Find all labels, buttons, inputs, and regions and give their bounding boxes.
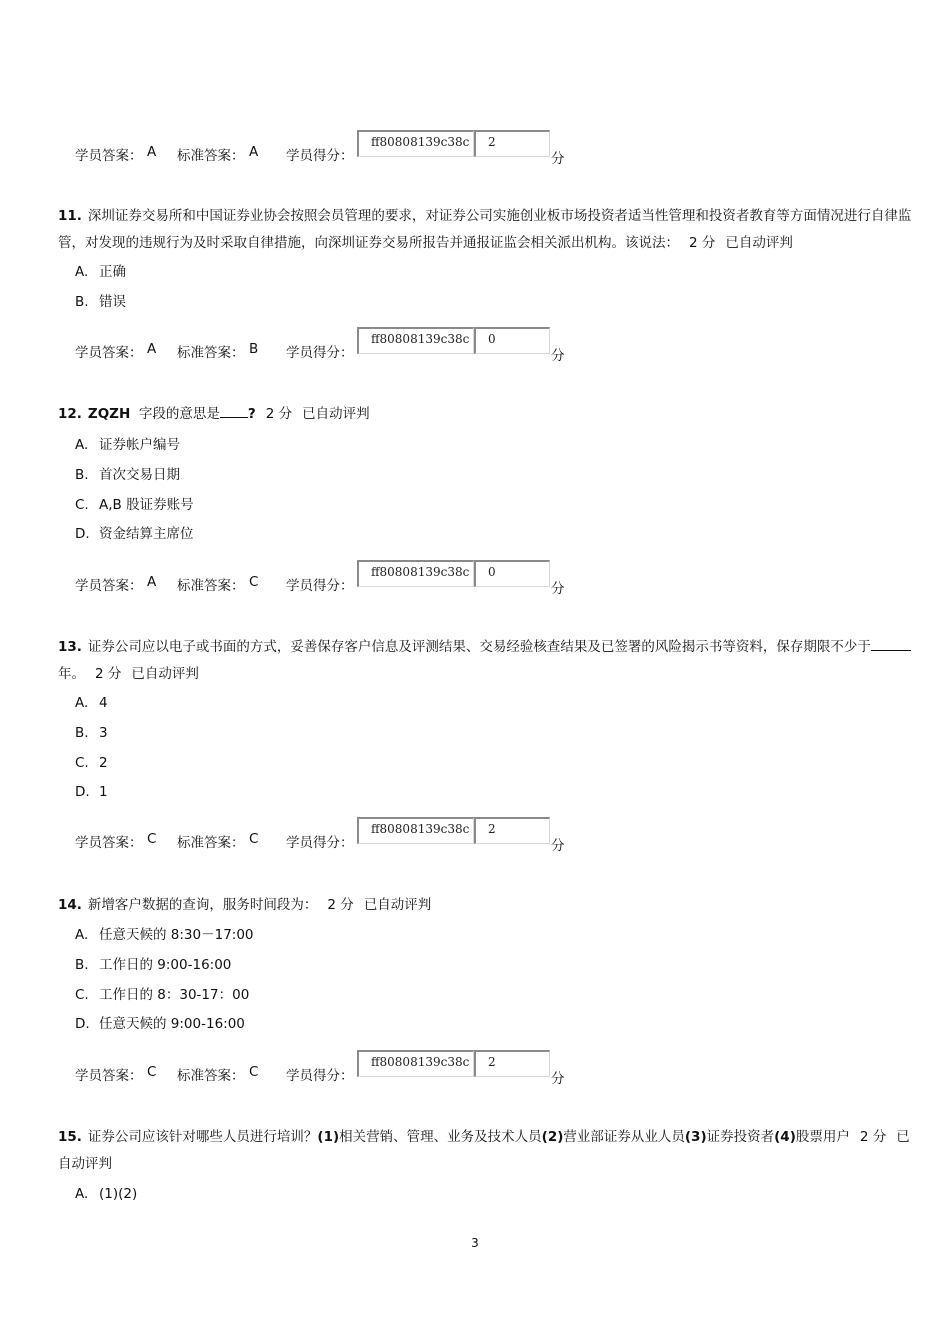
question-11 (58, 203, 918, 257)
standard-answer-label: 标准答案： (177, 1068, 245, 1084)
score-input[interactable]: 0 (474, 327, 550, 354)
student-score-label: 学员得分： (286, 835, 354, 851)
question-number: 15. (58, 1129, 82, 1145)
score-input[interactable]: 2 (474, 1050, 550, 1077)
question-points: 2 分 (327, 897, 354, 913)
score-input[interactable]: 2 (474, 817, 550, 844)
student-score-label: 学员得分： (286, 578, 354, 594)
option-text: (1)(2) (99, 1186, 138, 1202)
option-letter: A. (75, 695, 89, 711)
student-answer-value: A (147, 144, 157, 160)
judged-status: 已自动评判 (58, 1129, 910, 1172)
question-text-end: 年。 (58, 666, 85, 682)
question-text: 证券公司应以电子或书面的方式，妥善保存客户信息及评测结果、交易经验核查结果及已签署的风险揭示书等资料，保存期限不少于 (87, 639, 871, 655)
answer-row-q13 (75, 817, 675, 854)
student-score-label: 学员得分： (286, 148, 354, 164)
score-unit: 分 (551, 838, 565, 854)
question-field-code: ZQZH (87, 406, 131, 422)
record-id-field[interactable]: ff80808139c38c (357, 817, 474, 844)
option-a[interactable] (75, 435, 180, 455)
question-text: 深圳证券交易所和中国证券业协会按照会员管理的要求，对证券公司实施创业板市场投资者适当性管理和投资者教育等方面情况进行自律监管，对发现的违规行为及时采取自律措施，向深圳证券交易所报告并通报证监会相关派出机构。该说法： (58, 208, 912, 251)
option-text: 首次交易日期 (99, 467, 180, 483)
option-b[interactable] (75, 465, 180, 485)
option-text: 工作日的 8：30-17：00 (99, 987, 250, 1003)
item-marker-1: (1) (317, 1129, 340, 1145)
option-a[interactable] (75, 1184, 137, 1204)
score-unit: 分 (551, 581, 565, 597)
student-answer-value: A (147, 341, 157, 357)
standard-answer-label: 标准答案： (177, 148, 245, 164)
answer-blank (220, 405, 248, 418)
standard-answer-value: C (249, 574, 259, 590)
answer-row-q11 (75, 327, 675, 364)
option-text: 错误 (99, 294, 126, 310)
option-text: 工作日的 9:00-16:00 (99, 957, 232, 973)
student-answer-label: 学员答案： (75, 345, 143, 361)
standard-answer-label: 标准答案： (177, 835, 245, 851)
standard-answer-value: A (249, 144, 259, 160)
student-answer-label: 学员答案： (75, 578, 143, 594)
question-number: 12. (58, 406, 82, 422)
standard-answer-value: C (249, 831, 259, 847)
question-13 (58, 634, 918, 688)
option-letter: A. (75, 437, 89, 453)
answer-row-q14 (75, 1050, 675, 1087)
score-input[interactable]: 2 (474, 130, 550, 157)
question-number: 14. (58, 897, 82, 913)
option-letter: A. (75, 927, 89, 943)
standard-answer-label: 标准答案： (177, 345, 245, 361)
option-letter: C. (75, 497, 89, 513)
answer-blank (871, 638, 911, 651)
judged-status: 已自动评判 (302, 406, 370, 422)
student-answer-value: C (147, 1064, 157, 1080)
student-answer-value: C (147, 831, 157, 847)
score-unit: 分 (551, 348, 565, 364)
item-text-1: 相关营销、管理、业务及技术人员 (339, 1129, 542, 1145)
option-letter: D. (75, 526, 90, 542)
option-letter: D. (75, 784, 90, 800)
option-d[interactable] (75, 524, 194, 544)
option-c[interactable] (75, 495, 194, 515)
answer-row-q10 (75, 130, 675, 167)
option-letter: C. (75, 755, 89, 771)
student-score-label: 学员得分： (286, 1068, 354, 1084)
judged-status: 已自动评判 (725, 235, 793, 251)
student-answer-label: 学员答案： (75, 835, 143, 851)
score-input[interactable]: 0 (474, 560, 550, 587)
record-id-field[interactable]: ff80808139c38c (357, 560, 474, 587)
standard-answer-value: B (249, 341, 259, 357)
item-marker-3: (3) (684, 1129, 707, 1145)
record-id-field[interactable]: ff80808139c38c (357, 1050, 474, 1077)
judged-status: 已自动评判 (131, 666, 199, 682)
question-number: 11. (58, 208, 82, 224)
answer-row-q12 (75, 560, 675, 597)
item-text-3: 证券投资者 (706, 1129, 775, 1145)
question-points: 2 分 (859, 1129, 887, 1145)
option-letter: A. (75, 264, 89, 280)
item-marker-2: (2) (541, 1129, 564, 1145)
standard-answer-label: 标准答案： (177, 578, 245, 594)
item-marker-4: (4) (774, 1129, 796, 1145)
option-a[interactable] (75, 693, 108, 713)
item-text-2: 营业部证券从业人员 (563, 1129, 685, 1145)
option-b[interactable] (75, 723, 108, 743)
option-c[interactable] (75, 985, 249, 1005)
question-mark: ? (247, 406, 256, 422)
student-answer-label: 学员答案： (75, 1068, 143, 1084)
option-text: 4 (99, 695, 108, 711)
standard-answer-value: C (249, 1064, 259, 1080)
option-d[interactable] (75, 782, 108, 802)
page-number: 3 (471, 1236, 479, 1250)
option-letter: B. (75, 957, 89, 973)
option-text: 任意天候的 8:30－17:00 (99, 927, 254, 943)
question-15 (58, 1124, 918, 1178)
option-letter: D. (75, 1016, 90, 1032)
item-text-4: 股票用户 (795, 1129, 850, 1145)
option-c[interactable] (75, 753, 108, 773)
option-d[interactable] (75, 1014, 245, 1034)
option-text: 1 (99, 784, 108, 800)
student-answer-label: 学员答案： (75, 148, 143, 164)
question-points: 2 分 (95, 666, 122, 682)
option-letter: B. (75, 725, 89, 741)
judged-status: 已自动评判 (363, 897, 432, 913)
option-text: 资金结算主席位 (99, 526, 194, 542)
score-unit: 分 (551, 151, 565, 167)
option-a[interactable] (75, 262, 126, 282)
option-a[interactable] (75, 925, 254, 945)
question-14 (58, 892, 918, 919)
option-letter: B. (75, 294, 89, 310)
option-text: 正确 (99, 264, 126, 280)
question-text: 新增客户数据的查询，服务时间段为： (87, 897, 318, 913)
student-score-label: 学员得分： (286, 345, 354, 361)
score-unit: 分 (551, 1071, 565, 1087)
question-points: 2 分 (689, 235, 716, 251)
option-text: A,B 股证券账号 (99, 497, 194, 513)
option-text: 2 (99, 755, 108, 771)
question-text: 字段的意思是 (138, 406, 220, 422)
student-answer-value: A (147, 574, 157, 590)
option-text: 证券帐户编号 (99, 437, 180, 453)
option-text: 3 (99, 725, 108, 741)
option-text: 任意天候的 9:00-16:00 (99, 1016, 245, 1032)
option-letter: B. (75, 467, 89, 483)
question-text: 证券公司应该针对哪些人员进行培训？ (87, 1129, 318, 1145)
record-id-field[interactable]: ff80808139c38c (357, 327, 474, 354)
question-12 (58, 401, 918, 428)
option-b[interactable] (75, 292, 126, 312)
option-letter: A. (75, 1186, 89, 1202)
question-number: 13. (58, 639, 82, 655)
option-b[interactable] (75, 955, 231, 975)
option-letter: C. (75, 987, 89, 1003)
question-points: 2 分 (265, 406, 293, 422)
record-id-field[interactable]: ff80808139c38c (357, 130, 474, 157)
